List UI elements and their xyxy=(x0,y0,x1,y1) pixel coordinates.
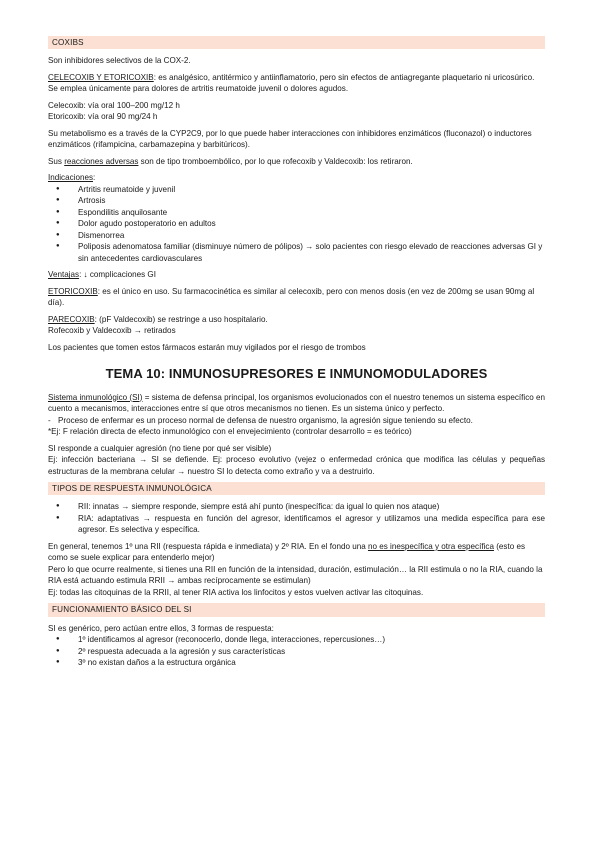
patients-paragraph: Los pacientes que tomen estos fármacos estarán muy vigilados por el riesgo de trombos xyxy=(48,342,366,352)
general-post: (esto es como se suele explicar para entenderlo mejor) xyxy=(48,541,525,563)
etoricoxib-label: ETORICOXIB xyxy=(48,286,98,296)
parecoxib-label: PARECOXIB xyxy=(48,314,95,324)
basic-function-intro: SI es genérico, pero actúan entre ellos, 3 formas de respuesta: xyxy=(48,623,274,633)
adverse-reactions-paragraph xyxy=(48,156,545,167)
advantages-paragraph xyxy=(48,269,545,280)
response-types-list xyxy=(48,501,545,535)
advantages-label: Ventajas xyxy=(48,270,80,280)
general-pre: En general, tenemos 1º una RII (respuesta rápida e inmediata) y 2º RIA. En el fondo una xyxy=(48,541,368,551)
celecoxib-etoricoxib-text: : es analgésico, antitérmico y antiinflamatorio, pero sin efectos de antiagregante plaquetario ni uricosúrico. xyxy=(153,72,535,82)
list-item: ● RII: innatas → siempre responde, siempre está ahí punto (inespecífica: da igual lo quien nos ataque) xyxy=(78,501,545,512)
section-header-basic-function: FUNCIONAMIENTO BÁSICO DEL SI xyxy=(48,603,545,616)
list-item: ● 2º respuesta adecuada a la agresión y sus características xyxy=(78,646,545,657)
general-paragraph xyxy=(48,541,545,564)
responds-paragraph: SI responde a cualquier agresión (no tiene por qué ser visible) xyxy=(48,443,272,453)
celecoxib-dose: Celecoxib: vía oral 100–200 mg/12 h xyxy=(48,100,180,110)
cytokines-example: Ej: todas las citoquinas de la RRII, al tener RIA activa los linfocitos y estos vuelven activar las citoquinas. xyxy=(48,587,424,597)
adverse-pre: Sus xyxy=(48,156,65,166)
etoricoxib-dose: Etoricoxib: vía oral 90 mg/24 h xyxy=(48,112,158,122)
reality-paragraph: Pero lo que ocurre realmente, si tienes una RII en función de la intensidad, duración, estimulación… la RII estimula o no la RIA, cuando la RIA está actuando estimula RRII → ambas recíprocamente se estimulan) xyxy=(48,564,543,586)
example-infection: Ej: infección bacteriana → SI se defiende. Ej: proceso evolutivo (vejez o enfermedad crónica que modifica las células y pequeñas estructuras de la membrana celular → nuestro SI lo detecta como extraño y va a destruirlo. xyxy=(48,455,545,476)
etoricoxib-paragraph xyxy=(48,286,545,309)
coxibs-use: Se emplea únicamente para dolores de artritis reumatoide juvenil o dolores agudos. xyxy=(48,84,349,94)
list-item: ● RIA: adaptativas → respuesta en función del agresor, identificamos el agresor y utilizamos una medida específica para ese agresor. Es selectiva y específica. xyxy=(78,513,545,536)
list-item: ● 3º no existan daños a la estructura orgánica xyxy=(78,657,545,668)
adverse-reactions-label: reacciones adversas xyxy=(64,156,139,166)
basic-function-list xyxy=(48,634,545,668)
etoricoxib-text: : es el único en uso. Su farmacocinética es similar al celecoxib, pero con menos dosis (en vez de 200mg se usan 90mg al día). xyxy=(48,286,535,308)
celecoxib-etoricoxib-label: CELECOXIB Y ETORICOXIB xyxy=(48,72,154,82)
immune-system-text: = sistema de defensa principal, los organismos evolucionados con el nuestro tenemos un sistema específico en cuento a mecanismos, interacciones entre sí que otros mecanismos no tienen. Es un sistema único y perfecto. xyxy=(48,392,545,414)
list-item: ● 1º identificamos al agresor (reconocerlo, donde llega, interacciones, repercusiones…) xyxy=(78,634,545,645)
immune-system-paragraph xyxy=(48,392,545,415)
list-item: ● Dismenorrea xyxy=(78,230,545,241)
list-item: ● Espondilitis anquilosante xyxy=(78,207,545,218)
indications-heading xyxy=(48,172,545,183)
parecoxib-paragraph xyxy=(48,314,545,325)
immune-system-label: Sistema inmunológico (SI) xyxy=(48,392,143,402)
topic-title: TEMA 10: INMUNOSUPRESORES E INMUNOMODULADORES xyxy=(105,366,488,382)
example-aging: *Ej: F relación directa de efecto inmunológico con el envejecimiento (controlar desarrollo = es teórico) xyxy=(48,427,412,437)
dash-point: - Proceso de enfermar es un proceso normal de defensa de nuestro organismo, la agresión sigue teniendo su efecto. xyxy=(48,415,545,426)
indications-label: Indicaciones xyxy=(48,173,93,183)
list-item: ● Artrosis xyxy=(78,195,545,206)
list-item: ● Artritis reumatoide y juvenil xyxy=(78,184,545,195)
adverse-post: son de tipo tromboembólico, por lo que rofecoxib y Valdecoxib: los retiraron. xyxy=(138,156,413,166)
withdrawn-paragraph: Rofecoxib y Valdecoxib → retirados xyxy=(48,326,176,336)
indications-list xyxy=(48,184,545,264)
metabolism-paragraph: Su metabolismo es a través de la CYP2C9, por lo que puede haber interacciones con inhibidores enzimáticos (fluconazol) o inductores enzimáticos (rifampicina, carbamazepina y barbitúricos). xyxy=(48,128,532,150)
list-item: ● Dolor agudo postoperatorio en adultos xyxy=(78,218,545,229)
list-item: ● Poliposis adenomatosa familiar (disminuye número de pólipos) → solo pacientes con riesgo elevado de reacciones adversas GI y sin antecedentes cardiovasculares xyxy=(78,241,545,264)
section-header-coxibs: COXIBS xyxy=(48,36,545,49)
advantages-text: : ↓ complicaciones GI xyxy=(79,270,156,280)
indications-colon: : xyxy=(93,173,96,183)
celecoxib-etoricoxib-paragraph xyxy=(48,72,545,83)
coxibs-intro: Son inhibidores selectivos de la COX-2. xyxy=(48,56,191,66)
parecoxib-text: : (pF Valdecoxib) se restringe a uso hospitalario. xyxy=(94,314,268,324)
section-header-response-types: TIPOS DE RESPUESTA INMUNOLÓGICA xyxy=(48,482,545,495)
general-underlined: no es inespecífica y otra específica xyxy=(367,541,494,551)
